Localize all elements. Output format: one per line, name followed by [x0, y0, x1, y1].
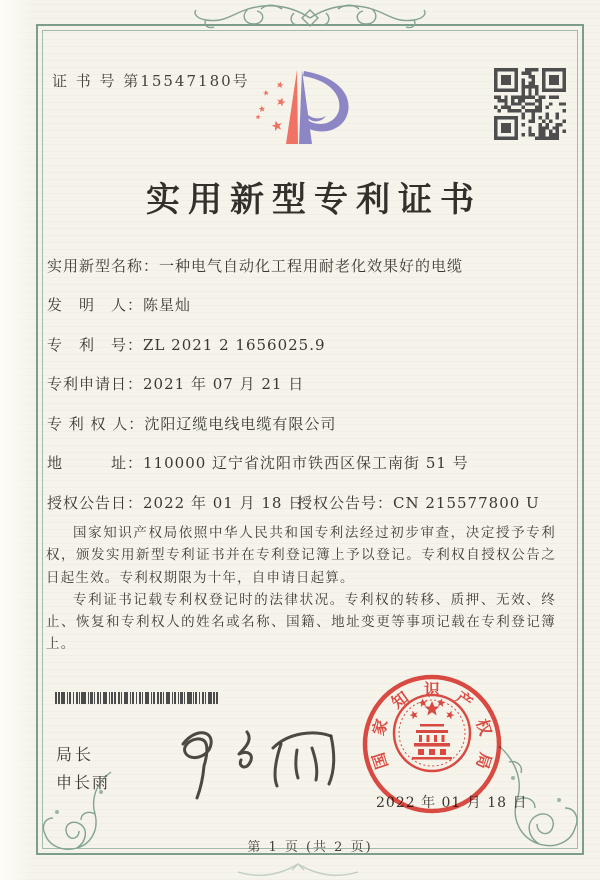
field-patent-number	[47, 334, 326, 354]
svg-text:家: 家	[368, 716, 392, 738]
field-grant-row	[47, 492, 540, 512]
certificate-title: 实用新型专利证书	[146, 180, 482, 220]
signer-title: 局长	[56, 745, 95, 764]
dragon-filigree-ornament-bottom	[218, 860, 378, 880]
legal-paragraph-2: 专利证书记载专利权登记时的法律状况。专利权的转移、质押、无效、终止、恢复和专利权人的姓名或名称、国籍、地址变更等事项记载在专利登记簿上。	[46, 591, 556, 653]
svg-text:国: 国	[368, 750, 392, 772]
svg-text:知: 知	[387, 687, 413, 713]
field-value: 陈星灿	[143, 296, 192, 314]
page-number: 第 1 页 (共 2 页)	[247, 840, 373, 855]
svg-text:局: 局	[472, 750, 496, 772]
field-label: 发 明 人：	[47, 296, 144, 314]
certificate-number: 证 书 号 第15547180号	[52, 72, 250, 90]
grant-number-label: 授权公告号：	[297, 494, 394, 512]
photo-edge	[0, 0, 32, 880]
svg-text:权: 权	[472, 716, 496, 738]
signature-shen-changyu	[155, 718, 340, 803]
field-inventor	[47, 294, 191, 314]
grant-date-value: 2022 年 01 月 18 日	[143, 494, 305, 512]
field-label: 实用新型名称：	[47, 257, 160, 275]
field-label: 专 利 号：	[47, 336, 144, 354]
field-patentee	[47, 413, 336, 433]
field-address	[47, 452, 469, 472]
svg-text:识: 识	[423, 680, 441, 699]
cnipa-logo-icon	[238, 62, 363, 162]
field-application-date	[47, 373, 304, 393]
field-value: 一种电气自动化工程用耐老化效果好的电缆	[159, 257, 464, 275]
field-utility-model-name	[47, 255, 463, 275]
field-value: 沈阳辽缆电线电缆有限公司	[144, 415, 337, 433]
seal-date: 2022 年 01 月 18 日	[376, 795, 528, 811]
signer-name: 申长雨	[56, 773, 111, 792]
grant-date-label: 授权公告日：	[47, 494, 144, 512]
field-value: 110000 辽宁省沈阳市铁西区保工南街 51 号	[143, 454, 469, 472]
barcode	[55, 692, 218, 704]
legal-text-block	[46, 522, 556, 656]
svg-text:产: 产	[451, 687, 477, 713]
field-value: 2021 年 07 月 21 日	[143, 375, 305, 393]
field-label: 地 址：	[47, 454, 144, 472]
field-label: 专 利 权 人：	[47, 415, 145, 433]
dragon-filigree-ornament-top	[190, 1, 430, 35]
qr-code	[494, 68, 566, 140]
grant-number-value: CN 215577800 U	[393, 494, 540, 512]
legal-paragraph-1: 国家知识产权局依照中华人民共和国专利法经过初步审查，决定授予专利权，颁发实用新型专利证书并在专利登记簿上予以登记。专利权自授权公告之日起生效。专利权期限为十年，自申请日起算。	[46, 525, 556, 586]
field-value: ZL 2021 2 1656025.9	[143, 336, 326, 354]
field-label: 专利申请日：	[47, 375, 144, 393]
